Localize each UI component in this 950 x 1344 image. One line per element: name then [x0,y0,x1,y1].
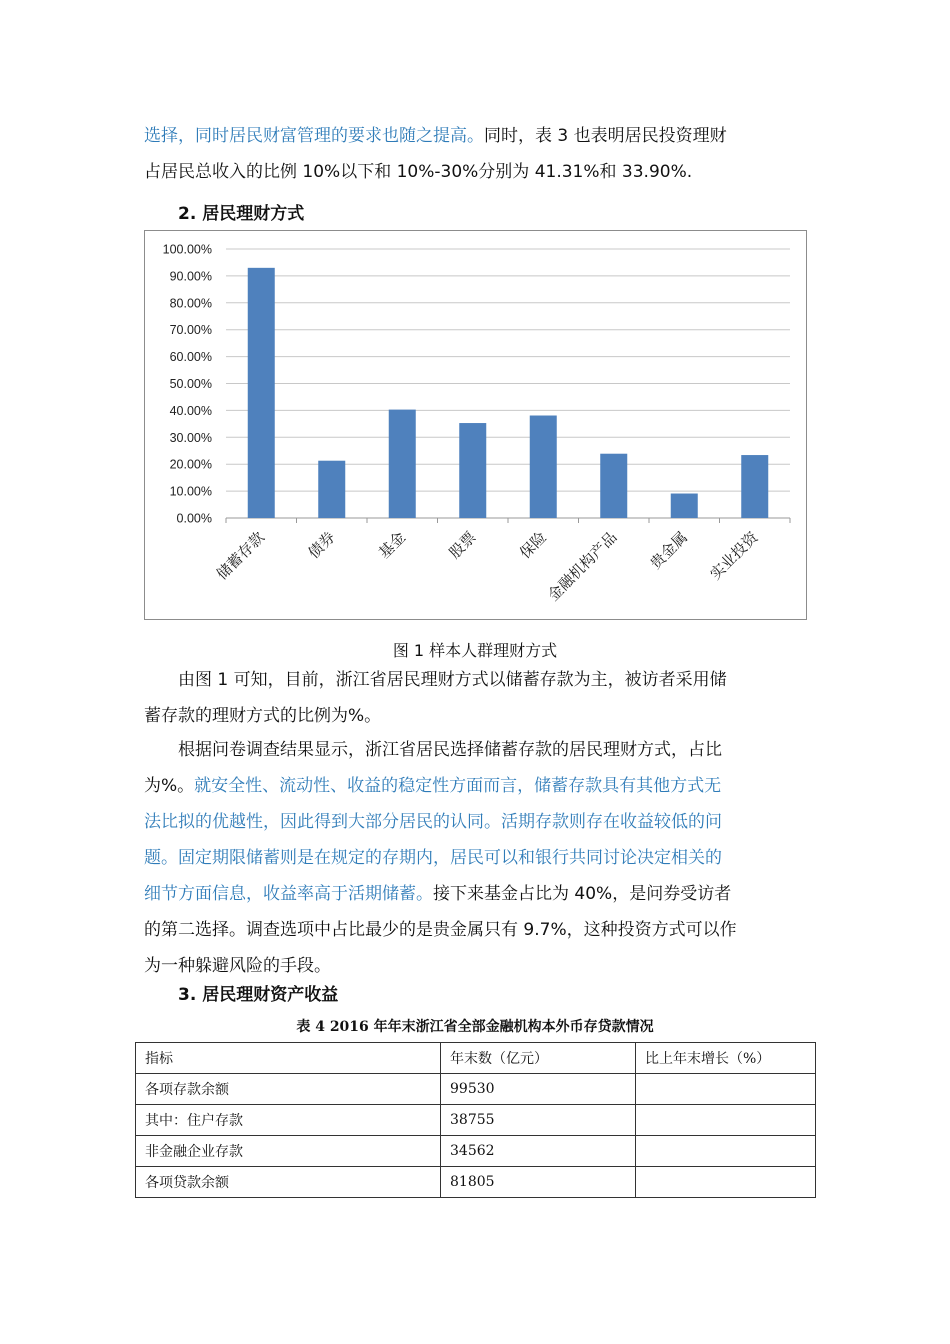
table-row [136,1074,816,1105]
y-tick-label: 50.00% [169,377,212,391]
chart-svg [145,231,806,619]
table-cell: 其中：住户存款 [136,1105,441,1136]
table-cell [636,1105,816,1136]
section-heading-3: 3. 居民理财资产收益 [178,985,339,1005]
y-tick-label: 60.00% [169,350,212,365]
paragraph-2-line-2: 蓄存款的理财方式的比例为%。 [144,706,382,726]
body-text: 同时，表 3 也表明居民投资理财 [484,126,727,146]
body-text: 为%。 [144,776,195,796]
bar [600,454,627,518]
table-header-cell: 比上年末增长（%） [636,1043,816,1074]
paragraph-1 [144,118,806,190]
y-tick-label: 20.00% [169,457,212,472]
table-cell: 38755 [441,1105,636,1136]
y-tick-label: 80.00% [169,296,212,311]
y-tick-label: 40.00% [169,403,212,418]
x-tick-label: 金融机构产品 [544,528,621,605]
x-tick-label: 保险 [516,528,551,563]
bar [459,423,486,518]
table-cell: 各项贷款余额 [136,1167,441,1198]
table-cell: 81805 [441,1167,636,1198]
figure-caption: 图 1 样本人群理财方式 [392,641,558,660]
y-tick-label: 10.00% [169,484,212,499]
x-tick-label: 实业投资 [706,528,762,584]
paragraph-3-line-2 [144,768,806,804]
table-header-cell: 指标 [136,1043,441,1074]
table-cell [636,1074,816,1105]
y-tick-label: 90.00% [169,269,212,284]
paragraph-3-line-5 [144,876,806,912]
table-cell: 34562 [441,1136,636,1167]
deposit-loan-table [135,1042,816,1198]
x-tick-label: 贵金属 [646,528,692,573]
x-tick-label: 债券 [304,528,339,563]
table-cell: 各项存款余额 [136,1074,441,1105]
paragraph-3 [144,732,806,984]
table-cell [636,1167,816,1198]
highlighted-text: 选择，同时居民财富管理的要求也随之提高。 [144,126,484,146]
paragraph-3-line-6: 的第二选择。调查选项中占比最少的是贵金属只有 9.7%，这种投资方式可以作 [144,920,737,940]
paragraph-3-line-1: 根据问卷调查结果显示，浙江省居民选择储蓄存款的居民理财方式，占比 [178,740,722,760]
x-tick-label: 股票 [445,528,480,563]
highlighted-text: 就安全性、流动性、收益的稳定性方面而言，储蓄存款具有其他方式无 [194,776,722,796]
bar [741,455,768,518]
y-tick-label: 70.00% [169,323,212,338]
bar-chart [144,230,807,620]
paragraph-3-line-4: 题。固定期限储蓄则是在规定的存期内，居民可以和银行共同讨论决定相关的 [144,848,722,868]
x-tick-label: 储蓄存款 [212,528,269,584]
table-row [136,1136,816,1167]
table-row [136,1105,816,1136]
paragraph-3-line-7: 为一种躲避风险的手段。 [144,956,331,976]
table-caption: 表 4 2016 年年末浙江省全部金融机构本外币存贷款情况 [296,1019,654,1035]
bar [389,410,416,518]
section-heading-2: 2. 居民理财方式 [178,204,305,224]
x-tick-label: 基金 [375,528,410,563]
table-header-cell: 年末数（亿元） [441,1043,636,1074]
bar [248,268,275,518]
highlighted-text: 细节方面信息，收益率高于活期储蓄。 [144,884,433,904]
y-tick-label: 30.00% [169,430,212,445]
table-cell: 非金融企业存款 [136,1136,441,1167]
paragraph-2 [144,662,806,734]
paragraph-1-line-1 [144,118,806,154]
bar [671,494,698,518]
paragraph-1-line-2: 占居民总收入的比例 10%以下和 10%-30%分别为 41.31%和 33.90%. [144,162,693,182]
body-text: 接下来基金占比为 40%，是问券受访者 [433,884,732,904]
table-cell: 99530 [441,1074,636,1105]
y-tick-label: 0.00% [176,511,212,526]
y-tick-label: 100.00% [162,242,212,257]
bar [318,461,345,518]
paragraph-2-line-1: 由图 1 可知，目前，浙江省居民理财方式以储蓄存款为主，被访者采用储 [178,670,727,690]
bar [530,416,557,518]
table-row [136,1167,816,1198]
paragraph-3-line-3: 法比拟的优越性，因此得到大部分居民的认同。活期存款则存在收益较低的问 [144,812,722,832]
table-cell [636,1136,816,1167]
table-header-row [136,1043,816,1074]
